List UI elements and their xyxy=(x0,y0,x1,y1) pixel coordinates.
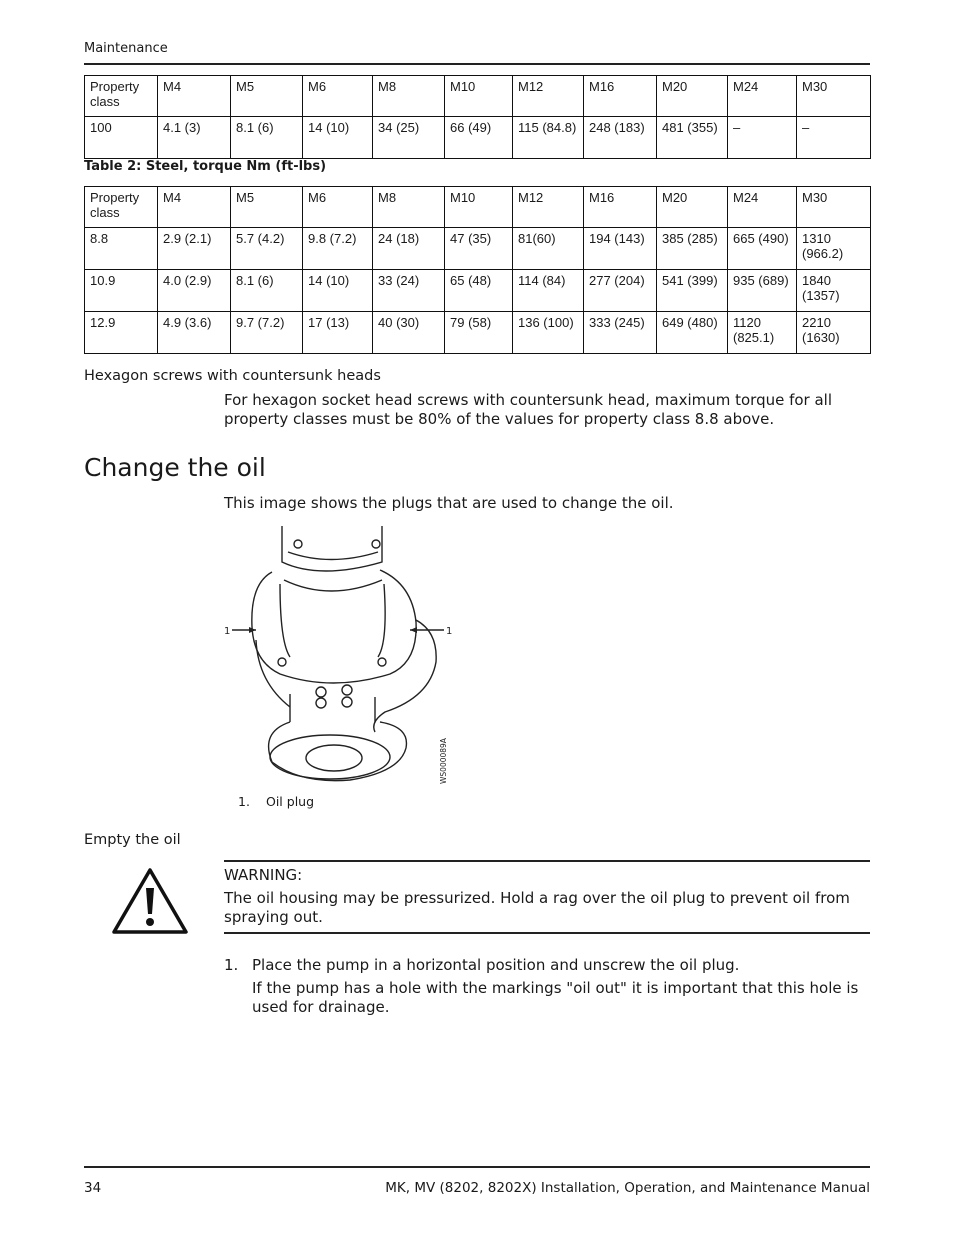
steel-torque-table xyxy=(84,186,871,354)
footer-rule xyxy=(84,1166,870,1168)
callout-left: 1 xyxy=(224,626,231,637)
table2-header-cell: M6 xyxy=(303,187,373,228)
table-cell: 5.7 (4.2) xyxy=(231,228,303,270)
figure-code: WS000089A xyxy=(439,738,448,784)
table1-header-cell: M12 xyxy=(513,76,584,117)
step-text: Place the pump in a horizontal position and unscrew the oil plug. xyxy=(252,956,740,974)
table-cell: 66 (49) xyxy=(445,117,513,159)
table2-header-cell: Property class xyxy=(85,187,158,228)
table1-header-cell: M16 xyxy=(584,76,657,117)
table-cell: 1840 (1357) xyxy=(797,270,871,312)
table-cell: 248 (183) xyxy=(584,117,657,159)
hexagon-heading: Hexagon screws with countersunk heads xyxy=(84,368,381,384)
table-row xyxy=(85,270,871,312)
table2-header-cell: M30 xyxy=(797,187,871,228)
table2-header-cell: M20 xyxy=(657,187,728,228)
table-caption: Table 2: Steel, torque Nm (ft-lbs) xyxy=(84,159,327,174)
table1-header-row xyxy=(85,76,871,117)
torque-table-continued xyxy=(84,75,871,159)
table-cell: 194 (143) xyxy=(584,228,657,270)
table2-header-cell: M8 xyxy=(373,187,445,228)
table-cell: 17 (13) xyxy=(303,312,373,354)
table-row xyxy=(85,228,871,270)
manual-title: MK, MV (8202, 8202X) Installation, Operation, and Maintenance Manual xyxy=(385,1180,870,1196)
table-cell: 9.8 (7.2) xyxy=(303,228,373,270)
table-cell: 8.1 (6) xyxy=(231,117,303,159)
table-cell: 649 (480) xyxy=(657,312,728,354)
legend-number: 1. xyxy=(238,794,250,809)
callout-right: 1 xyxy=(446,626,453,637)
table-cell: 79 (58) xyxy=(445,312,513,354)
table-cell: 100 xyxy=(85,117,158,159)
legend-label: Oil plug xyxy=(266,794,315,809)
table-cell: – xyxy=(797,117,871,159)
table1-header-cell: M4 xyxy=(158,76,231,117)
table2-header-cell: M16 xyxy=(584,187,657,228)
table-cell: 33 (24) xyxy=(373,270,445,312)
table2-header-cell: M4 xyxy=(158,187,231,228)
table1-header-cell: Property class xyxy=(85,76,158,117)
table-row xyxy=(85,312,871,354)
table2-header-cell: M5 xyxy=(231,187,303,228)
table-cell: 481 (355) xyxy=(657,117,728,159)
empty-oil-heading: Empty the oil xyxy=(84,832,181,848)
step-note: If the pump has a hole with the markings "oil out" it is important that this hole is used for drainage. xyxy=(252,979,859,1016)
warning-bottom-rule xyxy=(224,932,870,934)
table1-header-cell: M30 xyxy=(797,76,871,117)
callout-arrow-right xyxy=(410,627,417,633)
table-cell: 4.0 (2.9) xyxy=(158,270,231,312)
table-cell: 114 (84) xyxy=(513,270,584,312)
table-cell: 65 (48) xyxy=(445,270,513,312)
table1-header-cell: M8 xyxy=(373,76,445,117)
warning-label: WARNING: xyxy=(224,866,303,884)
table-cell: – xyxy=(728,117,797,159)
table-cell: 14 (10) xyxy=(303,117,373,159)
hexagon-text: For hexagon socket head screws with countersunk head, maximum torque for all property classes must be 80% of the values for property class 8.8 above. xyxy=(224,391,833,428)
table-cell: 665 (490) xyxy=(728,228,797,270)
step-number: 1. xyxy=(224,956,239,974)
warning-top-rule xyxy=(224,860,870,862)
table-cell: 541 (399) xyxy=(657,270,728,312)
table-cell: 81(60) xyxy=(513,228,584,270)
table-cell: 935 (689) xyxy=(728,270,797,312)
table-cell: 24 (18) xyxy=(373,228,445,270)
table2-header-cell: M12 xyxy=(513,187,584,228)
table2-header-row xyxy=(85,187,871,228)
warning-icon xyxy=(110,866,190,936)
figure-legend xyxy=(238,794,314,809)
table-cell: 4.9 (3.6) xyxy=(158,312,231,354)
table-row xyxy=(85,117,871,159)
pump-drawing xyxy=(220,522,460,797)
table-cell: 8.1 (6) xyxy=(231,270,303,312)
table-cell: 47 (35) xyxy=(445,228,513,270)
table-cell: 14 (10) xyxy=(303,270,373,312)
table-cell: 1310 (966.2) xyxy=(797,228,871,270)
running-header: Maintenance xyxy=(84,41,168,56)
page-number: 34 xyxy=(84,1180,102,1196)
table2-header-cell: M24 xyxy=(728,187,797,228)
table1-header-cell: M20 xyxy=(657,76,728,117)
table-cell: 2210 (1630) xyxy=(797,312,871,354)
table-cell: 12.9 xyxy=(85,312,158,354)
section-title: Change the oil xyxy=(84,453,266,482)
oil-plug-figure xyxy=(220,522,460,797)
table2-header-cell: M10 xyxy=(445,187,513,228)
table-cell: 333 (245) xyxy=(584,312,657,354)
table1-header-cell: M6 xyxy=(303,76,373,117)
table-cell: 136 (100) xyxy=(513,312,584,354)
table-cell: 40 (30) xyxy=(373,312,445,354)
table-cell: 9.7 (7.2) xyxy=(231,312,303,354)
table1-header-cell: M10 xyxy=(445,76,513,117)
table1-header-cell: M24 xyxy=(728,76,797,117)
table-cell: 10.9 xyxy=(85,270,158,312)
figure-intro: This image shows the plugs that are used to change the oil. xyxy=(224,494,674,512)
header-rule xyxy=(84,63,870,65)
table-cell: 2.9 (2.1) xyxy=(158,228,231,270)
table1-header-cell: M5 xyxy=(231,76,303,117)
table-cell: 277 (204) xyxy=(584,270,657,312)
warning-text: The oil housing may be pressurized. Hold a rag over the oil plug to prevent oil from spraying out. xyxy=(224,889,850,926)
table-cell: 8.8 xyxy=(85,228,158,270)
table-cell: 34 (25) xyxy=(373,117,445,159)
table-cell: 385 (285) xyxy=(657,228,728,270)
table-cell: 4.1 (3) xyxy=(158,117,231,159)
table-cell: 1120 (825.1) xyxy=(728,312,797,354)
table-cell: 115 (84.8) xyxy=(513,117,584,159)
